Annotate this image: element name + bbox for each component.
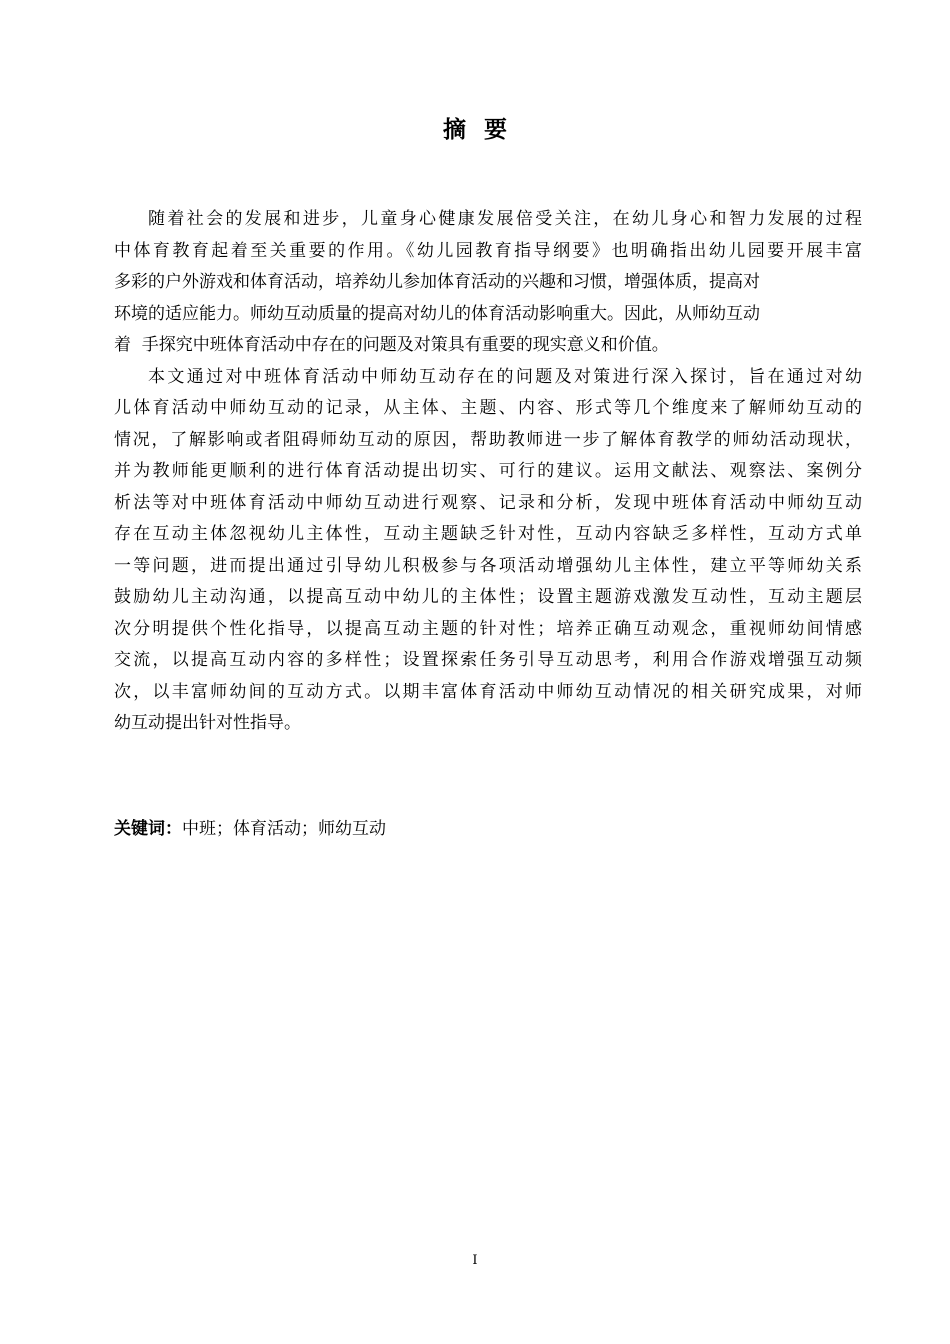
paragraph-line: 儿体育活动中师幼互动的记录，从主体、主题、内容、形式等几个维度来了解师幼互动的 [114,398,862,418]
abstract-paragraph-1 [114,204,862,362]
paragraph-line: 次分明提供个性化指导，以提高互动主题的针对性；培养正确互动观念，重视师幼间情感 [114,618,862,639]
paragraph-line: 幼互动提出针对性指导。 [114,713,301,733]
page-number: I [472,1253,478,1268]
paragraph-line: 交流，以提高互动内容的多样性；设置探索任务引导互动思考，利用合作游戏增强互动频 [114,650,862,670]
abstract-paragraph-2 [114,362,862,740]
paragraph-line: 着 手探究中班体育活动中存在的问题及对策具有重要的现实意义和价值。 [114,335,669,355]
paragraph-line: 环境的适应能力。师幼互动质量的提高对幼儿的体育活动影响重大。因此，从师幼互动 [114,303,760,324]
paragraph-line: 一等问题，进而提出通过引导幼儿积极参与各项活动增强幼儿主体性，建立平等师幼关系 [114,555,862,576]
paragraph-line: 并为教师能更顺利的进行体育活动提出切实、可行的建议。运用文献法、观察法、案例分 [114,461,862,481]
paragraph-line: 次，以丰富师幼间的互动方式。以期丰富体育活动中师幼互动情况的相关研究成果，对师 [114,681,862,702]
paragraph-line: 鼓励幼儿主动沟通，以提高互动中幼儿的主体性；设置主题游戏激发互动性，互动主题层 [114,587,862,607]
keywords-label: 关键词： [114,819,182,839]
paragraph-line: 随着社会的发展和进步，儿童身心健康发展倍受关注，在幼儿身心和智力发展的过程 [148,209,862,229]
paragraph-line: 本文通过对中班体育活动中师幼互动存在的问题及对策进行深入探讨，旨在通过对幼 [148,366,862,387]
paragraph-line: 析法等对中班体育活动中师幼互动进行观察、记录和分析，发现中班体育活动中师幼互动 [114,492,862,513]
abstract-title: 摘要 [443,116,525,143]
keywords-value: 中班；体育活动；师幼互动 [182,819,386,839]
paragraph-line: 多彩的户外游戏和体育活动，培养幼儿参加体育活动的兴趣和习惯，增强体质，提高对 [114,272,760,292]
paragraph-line: 情况，了解影响或者阻碍师幼互动的原因，帮助教师进一步了解体育教学的师幼活动现状， [114,429,862,450]
abstract-body [114,204,862,740]
paragraph-line: 存在互动主体忽视幼儿主体性，互动主题缺乏针对性，互动内容缺乏多样性，互动方式单 [114,524,862,544]
paragraph-line: 中体育教育起着至关重要的作用。《幼儿园教育指导纲要》也明确指出幼儿园要开展丰富 [114,240,862,261]
keywords [114,813,386,845]
